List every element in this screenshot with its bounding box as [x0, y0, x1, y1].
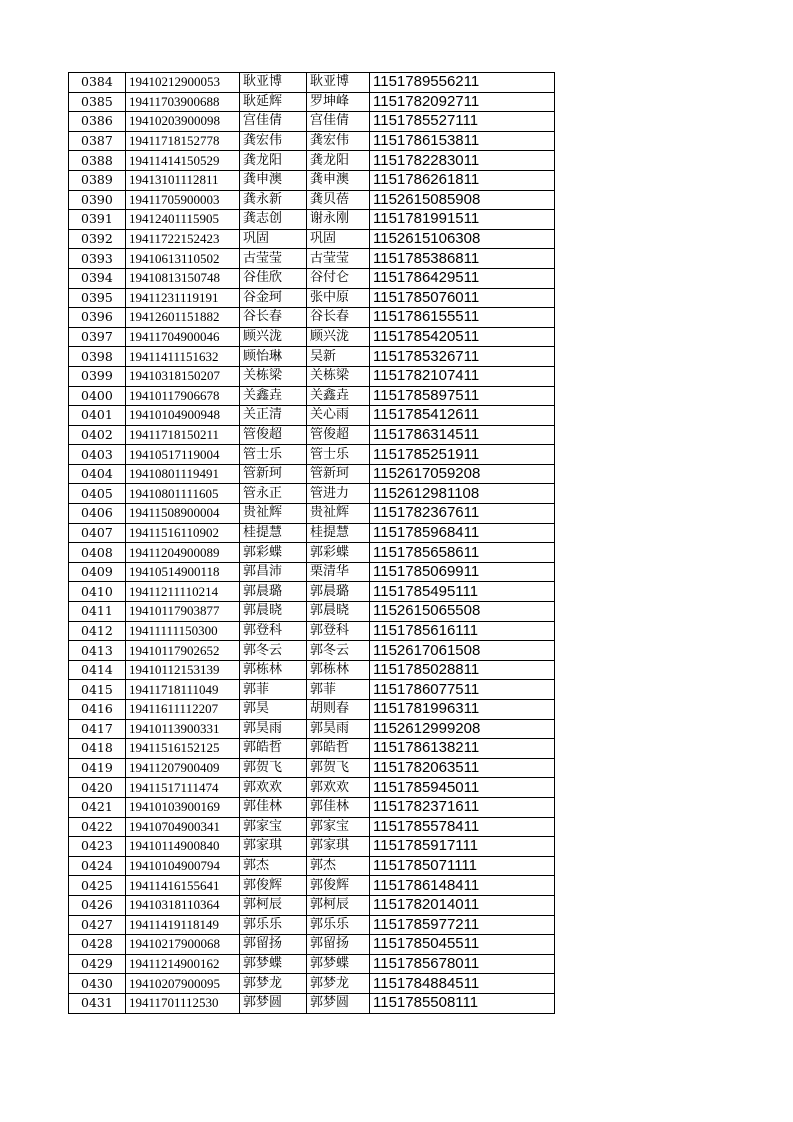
account-number-cell: 1151785527111: [370, 112, 555, 132]
name-cell: 管俊超: [240, 425, 307, 445]
account-holder-cell: 龚申澳: [307, 170, 370, 190]
table-row: [69, 915, 555, 935]
table-row: [69, 170, 555, 190]
id-number-cell: 19411207900409: [126, 758, 240, 778]
account-holder-cell: 龚龙阳: [307, 151, 370, 171]
name-cell: 郭柯辰: [240, 895, 307, 915]
name-cell: 郭梦蝶: [240, 954, 307, 974]
account-number-cell: 1151785069911: [370, 562, 555, 582]
sequence-number-cell: 0431: [69, 993, 126, 1013]
sequence-number-cell: 0389: [69, 170, 126, 190]
account-holder-cell: 郭登科: [307, 621, 370, 641]
account-number-cell: 1151782092711: [370, 92, 555, 112]
id-number-cell: 19411516152125: [126, 739, 240, 759]
name-cell: 郭家琪: [240, 837, 307, 857]
account-holder-cell: 郭佳林: [307, 797, 370, 817]
id-number-cell: 19411231119191: [126, 288, 240, 308]
table-row: [69, 778, 555, 798]
id-number-cell: 19411211110214: [126, 582, 240, 602]
table-row: [69, 151, 555, 171]
account-number-cell: 1151785326711: [370, 347, 555, 367]
id-number-cell: 19410113900331: [126, 719, 240, 739]
account-holder-cell: 管士乐: [307, 445, 370, 465]
account-number-cell: 1151781996311: [370, 700, 555, 720]
table-row: [69, 739, 555, 759]
id-number-cell: 19411214900162: [126, 954, 240, 974]
table-row: [69, 876, 555, 896]
table-row: [69, 621, 555, 641]
account-holder-cell: 郭留扬: [307, 935, 370, 955]
table-row: [69, 523, 555, 543]
sequence-number-cell: 0429: [69, 954, 126, 974]
name-cell: 郭栋林: [240, 660, 307, 680]
name-cell: 郭杰: [240, 856, 307, 876]
sequence-number-cell: 0393: [69, 249, 126, 269]
name-cell: 郭梦圆: [240, 993, 307, 1013]
table-row: [69, 602, 555, 622]
account-number-cell: 1151785897511: [370, 386, 555, 406]
table-row: [69, 719, 555, 739]
account-holder-cell: 吴新: [307, 347, 370, 367]
sequence-number-cell: 0409: [69, 562, 126, 582]
account-number-cell: 1151785495111: [370, 582, 555, 602]
id-number-cell: 19410801119491: [126, 464, 240, 484]
sequence-number-cell: 0397: [69, 327, 126, 347]
name-cell: 古莹莹: [240, 249, 307, 269]
table-row: [69, 797, 555, 817]
table-row: [69, 425, 555, 445]
account-holder-cell: 张中原: [307, 288, 370, 308]
name-cell: 管新珂: [240, 464, 307, 484]
account-number-cell: 1151782014011: [370, 895, 555, 915]
name-cell: 桂提慧: [240, 523, 307, 543]
sequence-number-cell: 0403: [69, 445, 126, 465]
name-cell: 郭晨晓: [240, 602, 307, 622]
sequence-number-cell: 0410: [69, 582, 126, 602]
table-row: [69, 445, 555, 465]
table-row: [69, 993, 555, 1013]
table-row: [69, 758, 555, 778]
sequence-number-cell: 0408: [69, 543, 126, 563]
account-holder-cell: 桂提慧: [307, 523, 370, 543]
account-holder-cell: 关鑫垚: [307, 386, 370, 406]
account-holder-cell: 宫佳倩: [307, 112, 370, 132]
name-cell: 谷金珂: [240, 288, 307, 308]
id-number-cell: 19410117902652: [126, 641, 240, 661]
account-number-cell: 1151786148411: [370, 876, 555, 896]
account-number-cell: 1151786138211: [370, 739, 555, 759]
account-holder-cell: 龚贝蓓: [307, 190, 370, 210]
sequence-number-cell: 0385: [69, 92, 126, 112]
id-number-cell: 19410514900118: [126, 562, 240, 582]
id-number-cell: 19411204900089: [126, 543, 240, 563]
account-number-cell: 1151782063511: [370, 758, 555, 778]
id-number-cell: 19410112153139: [126, 660, 240, 680]
name-cell: 郭家宝: [240, 817, 307, 837]
table-row: [69, 935, 555, 955]
account-number-cell: 1152615106308: [370, 229, 555, 249]
table-row: [69, 190, 555, 210]
name-cell: 龚永新: [240, 190, 307, 210]
id-number-cell: 19410613110502: [126, 249, 240, 269]
name-cell: 郭留扬: [240, 935, 307, 955]
sequence-number-cell: 0402: [69, 425, 126, 445]
id-number-cell: 19411718150211: [126, 425, 240, 445]
name-cell: 宫佳倩: [240, 112, 307, 132]
sequence-number-cell: 0414: [69, 660, 126, 680]
name-cell: 郭乐乐: [240, 915, 307, 935]
account-number-cell: 1151785386811: [370, 249, 555, 269]
account-holder-cell: 郭俊辉: [307, 876, 370, 896]
id-number-cell: 19410103900169: [126, 797, 240, 817]
table-row: [69, 131, 555, 151]
account-number-cell: 1151785412611: [370, 406, 555, 426]
account-number-cell: 1151785071111: [370, 856, 555, 876]
account-number-cell: 1151786155511: [370, 308, 555, 328]
account-number-cell: 1152617059208: [370, 464, 555, 484]
sequence-number-cell: 0405: [69, 484, 126, 504]
table-row: [69, 210, 555, 230]
sequence-number-cell: 0404: [69, 464, 126, 484]
table-row: [69, 504, 555, 524]
name-cell: 巩固: [240, 229, 307, 249]
id-number-cell: 19410117906678: [126, 386, 240, 406]
id-number-cell: 19411516110902: [126, 523, 240, 543]
account-holder-cell: 郭乐乐: [307, 915, 370, 935]
account-holder-cell: 关心雨: [307, 406, 370, 426]
table-row: [69, 660, 555, 680]
account-holder-cell: 关栋梁: [307, 366, 370, 386]
id-number-cell: 19410801111605: [126, 484, 240, 504]
sequence-number-cell: 0412: [69, 621, 126, 641]
account-holder-cell: 栗清华: [307, 562, 370, 582]
account-number-cell: 1151782107411: [370, 366, 555, 386]
account-number-cell: 1151785251911: [370, 445, 555, 465]
id-number-cell: 19410318150207: [126, 366, 240, 386]
table-row: [69, 73, 555, 93]
sequence-number-cell: 0423: [69, 837, 126, 857]
table-row: [69, 347, 555, 367]
table-row: [69, 856, 555, 876]
account-number-cell: 1151786429511: [370, 268, 555, 288]
account-holder-cell: 古莹莹: [307, 249, 370, 269]
id-number-cell: 19411414150529: [126, 151, 240, 171]
roster-table: [68, 72, 555, 1014]
account-number-cell: 1151785420511: [370, 327, 555, 347]
account-number-cell: 1151782283011: [370, 151, 555, 171]
sequence-number-cell: 0388: [69, 151, 126, 171]
account-holder-cell: 郭家琪: [307, 837, 370, 857]
table-row: [69, 641, 555, 661]
id-number-cell: 19413101112811: [126, 170, 240, 190]
account-number-cell: 1152617061508: [370, 641, 555, 661]
table-row: [69, 406, 555, 426]
id-number-cell: 19410104900948: [126, 406, 240, 426]
account-number-cell: 1151785968411: [370, 523, 555, 543]
sequence-number-cell: 0386: [69, 112, 126, 132]
name-cell: 郭彩蝶: [240, 543, 307, 563]
name-cell: 管士乐: [240, 445, 307, 465]
account-holder-cell: 胡则春: [307, 700, 370, 720]
sequence-number-cell: 0427: [69, 915, 126, 935]
id-number-cell: 19411703900688: [126, 92, 240, 112]
account-holder-cell: 郭梦圆: [307, 993, 370, 1013]
account-holder-cell: 管俊超: [307, 425, 370, 445]
sequence-number-cell: 0394: [69, 268, 126, 288]
name-cell: 郭佳林: [240, 797, 307, 817]
name-cell: 郭昊: [240, 700, 307, 720]
id-number-cell: 19411416155641: [126, 876, 240, 896]
account-holder-cell: 管进力: [307, 484, 370, 504]
sequence-number-cell: 0417: [69, 719, 126, 739]
sequence-number-cell: 0425: [69, 876, 126, 896]
table-row: [69, 308, 555, 328]
table-row: [69, 268, 555, 288]
id-number-cell: 19412601151882: [126, 308, 240, 328]
id-number-cell: 19410212900053: [126, 73, 240, 93]
table-row: [69, 700, 555, 720]
sequence-number-cell: 0413: [69, 641, 126, 661]
id-number-cell: 19410114900840: [126, 837, 240, 857]
table-row: [69, 229, 555, 249]
name-cell: 郭俊辉: [240, 876, 307, 896]
account-holder-cell: 郭欢欢: [307, 778, 370, 798]
table-row: [69, 386, 555, 406]
sequence-number-cell: 0420: [69, 778, 126, 798]
id-number-cell: 19411517111474: [126, 778, 240, 798]
table-row: [69, 543, 555, 563]
account-holder-cell: 郭杰: [307, 856, 370, 876]
account-number-cell: 1151785076011: [370, 288, 555, 308]
account-number-cell: 1151786077511: [370, 680, 555, 700]
account-holder-cell: 郭彩蝶: [307, 543, 370, 563]
id-number-cell: 19410217900068: [126, 935, 240, 955]
sequence-number-cell: 0418: [69, 739, 126, 759]
table-row: [69, 974, 555, 994]
sequence-number-cell: 0395: [69, 288, 126, 308]
account-holder-cell: 罗坤峰: [307, 92, 370, 112]
table-row: [69, 249, 555, 269]
sequence-number-cell: 0411: [69, 602, 126, 622]
account-number-cell: 1151785045511: [370, 935, 555, 955]
table-row: [69, 817, 555, 837]
table-row: [69, 582, 555, 602]
table-row: [69, 895, 555, 915]
sequence-number-cell: 0422: [69, 817, 126, 837]
name-cell: 郭昊雨: [240, 719, 307, 739]
sequence-number-cell: 0401: [69, 406, 126, 426]
id-number-cell: 19411411151632: [126, 347, 240, 367]
id-number-cell: 19411419118149: [126, 915, 240, 935]
sequence-number-cell: 0428: [69, 935, 126, 955]
name-cell: 顾兴泷: [240, 327, 307, 347]
account-holder-cell: 郭家宝: [307, 817, 370, 837]
account-number-cell: 1151786153811: [370, 131, 555, 151]
id-number-cell: 19411111150300: [126, 621, 240, 641]
account-holder-cell: 郭菲: [307, 680, 370, 700]
id-number-cell: 19411722152423: [126, 229, 240, 249]
table-row: [69, 327, 555, 347]
account-number-cell: 1151786314511: [370, 425, 555, 445]
id-number-cell: 19411611112207: [126, 700, 240, 720]
table-row: [69, 92, 555, 112]
account-holder-cell: 郭晨晓: [307, 602, 370, 622]
sequence-number-cell: 0392: [69, 229, 126, 249]
account-holder-cell: 巩固: [307, 229, 370, 249]
name-cell: 耿亚博: [240, 73, 307, 93]
id-number-cell: 19412401115905: [126, 210, 240, 230]
id-number-cell: 19410704900341: [126, 817, 240, 837]
account-number-cell: 1151785508111: [370, 993, 555, 1013]
id-number-cell: 19411705900003: [126, 190, 240, 210]
sequence-number-cell: 0396: [69, 308, 126, 328]
name-cell: 谷长春: [240, 308, 307, 328]
name-cell: 龚志创: [240, 210, 307, 230]
account-number-cell: 1151785616111: [370, 621, 555, 641]
name-cell: 郭冬云: [240, 641, 307, 661]
account-number-cell: 1152612981108: [370, 484, 555, 504]
name-cell: 关鑫垚: [240, 386, 307, 406]
account-number-cell: 1151782367611: [370, 504, 555, 524]
name-cell: 顾怡琳: [240, 347, 307, 367]
sequence-number-cell: 0398: [69, 347, 126, 367]
account-holder-cell: 郭柯辰: [307, 895, 370, 915]
table-row: [69, 562, 555, 582]
table-row: [69, 464, 555, 484]
id-number-cell: 19411704900046: [126, 327, 240, 347]
account-holder-cell: 郭梦蝶: [307, 954, 370, 974]
id-number-cell: 19410813150748: [126, 268, 240, 288]
sequence-number-cell: 0391: [69, 210, 126, 230]
name-cell: 郭晨璐: [240, 582, 307, 602]
account-number-cell: 1151781991511: [370, 210, 555, 230]
name-cell: 郭欢欢: [240, 778, 307, 798]
id-number-cell: 19411701112530: [126, 993, 240, 1013]
id-number-cell: 19410117903877: [126, 602, 240, 622]
id-number-cell: 19411718111049: [126, 680, 240, 700]
account-number-cell: 1151785945011: [370, 778, 555, 798]
table-row: [69, 954, 555, 974]
sequence-number-cell: 0430: [69, 974, 126, 994]
sequence-number-cell: 0424: [69, 856, 126, 876]
account-number-cell: 1151782371611: [370, 797, 555, 817]
sequence-number-cell: 0421: [69, 797, 126, 817]
id-number-cell: 19410318110364: [126, 895, 240, 915]
roster-table-body: [69, 73, 555, 1014]
account-holder-cell: 顾兴泷: [307, 327, 370, 347]
name-cell: 耿延辉: [240, 92, 307, 112]
name-cell: 郭登科: [240, 621, 307, 641]
account-holder-cell: 郭晨璐: [307, 582, 370, 602]
account-number-cell: 1151785678011: [370, 954, 555, 974]
name-cell: 郭昌沛: [240, 562, 307, 582]
account-holder-cell: 郭梦龙: [307, 974, 370, 994]
id-number-cell: 19411718152778: [126, 131, 240, 151]
sequence-number-cell: 0384: [69, 73, 126, 93]
account-holder-cell: 郭昊雨: [307, 719, 370, 739]
name-cell: 龚龙阳: [240, 151, 307, 171]
name-cell: 关栋梁: [240, 366, 307, 386]
id-number-cell: 19410104900794: [126, 856, 240, 876]
name-cell: 郭梦龙: [240, 974, 307, 994]
sequence-number-cell: 0416: [69, 700, 126, 720]
account-holder-cell: 郭冬云: [307, 641, 370, 661]
account-holder-cell: 郭皓哲: [307, 739, 370, 759]
sequence-number-cell: 0415: [69, 680, 126, 700]
name-cell: 管永正: [240, 484, 307, 504]
account-number-cell: 1151785977211: [370, 915, 555, 935]
id-number-cell: 19410517119004: [126, 445, 240, 465]
account-number-cell: 1152612999208: [370, 719, 555, 739]
account-number-cell: 1152615085908: [370, 190, 555, 210]
account-holder-cell: 管新珂: [307, 464, 370, 484]
name-cell: 郭贺飞: [240, 758, 307, 778]
account-holder-cell: 谷付仑: [307, 268, 370, 288]
name-cell: 郭皓哲: [240, 739, 307, 759]
account-holder-cell: 谢永刚: [307, 210, 370, 230]
sequence-number-cell: 0419: [69, 758, 126, 778]
account-number-cell: 1151785578411: [370, 817, 555, 837]
account-holder-cell: 谷长春: [307, 308, 370, 328]
account-holder-cell: 龚宏伟: [307, 131, 370, 151]
account-number-cell: 1151785917111: [370, 837, 555, 857]
name-cell: 龚宏伟: [240, 131, 307, 151]
table-row: [69, 366, 555, 386]
table-row: [69, 288, 555, 308]
account-number-cell: 1151785658611: [370, 543, 555, 563]
account-number-cell: 1151786261811: [370, 170, 555, 190]
id-number-cell: 19410203900098: [126, 112, 240, 132]
account-holder-cell: 郭栋林: [307, 660, 370, 680]
sequence-number-cell: 0390: [69, 190, 126, 210]
table-row: [69, 837, 555, 857]
id-number-cell: 19411508900004: [126, 504, 240, 524]
account-holder-cell: 耿亚博: [307, 73, 370, 93]
account-holder-cell: 郭贺飞: [307, 758, 370, 778]
account-number-cell: 1151789556211: [370, 73, 555, 93]
account-number-cell: 1152615065508: [370, 602, 555, 622]
name-cell: 贵祉辉: [240, 504, 307, 524]
sequence-number-cell: 0399: [69, 366, 126, 386]
sequence-number-cell: 0426: [69, 895, 126, 915]
sequence-number-cell: 0407: [69, 523, 126, 543]
sequence-number-cell: 0387: [69, 131, 126, 151]
account-holder-cell: 贵祉辉: [307, 504, 370, 524]
table-row: [69, 484, 555, 504]
sequence-number-cell: 0400: [69, 386, 126, 406]
account-number-cell: 1151784884511: [370, 974, 555, 994]
name-cell: 谷佳欣: [240, 268, 307, 288]
sequence-number-cell: 0406: [69, 504, 126, 524]
id-number-cell: 19410207900095: [126, 974, 240, 994]
name-cell: 郭菲: [240, 680, 307, 700]
table-row: [69, 680, 555, 700]
name-cell: 龚申澳: [240, 170, 307, 190]
name-cell: 关正清: [240, 406, 307, 426]
table-row: [69, 112, 555, 132]
account-number-cell: 1151785028811: [370, 660, 555, 680]
